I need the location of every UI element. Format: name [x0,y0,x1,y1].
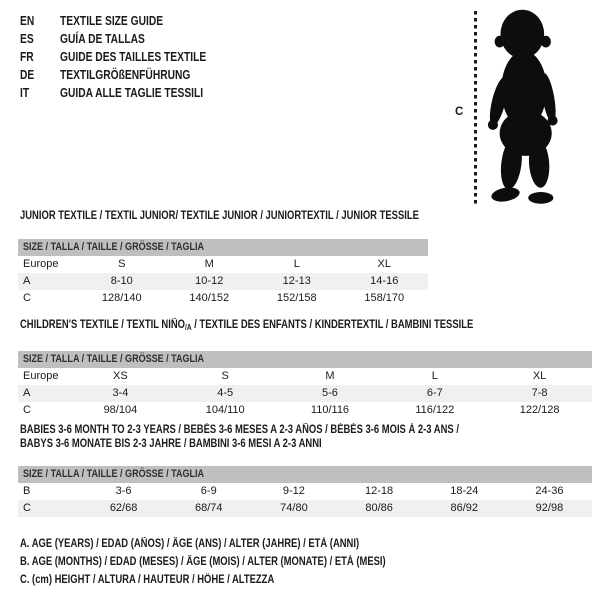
toddler-figure [452,6,584,212]
junior-textile-section [18,209,428,307]
measure-legend [20,535,466,589]
legend-line-c: C. (cm) HEIGHT / ALTURA / HAUTEUR / HÖHE / ALTEZZA [20,574,275,586]
table-cell: M [325,370,335,382]
row-label: Europe [23,370,59,382]
table-cell: 110/116 [310,404,350,416]
language-row [20,66,238,84]
table-cell: 6-7 [426,387,443,399]
table-cell: 116/122 [415,404,455,416]
size-header-bar: SIZE / TALLA / TAILLE / GRÖSSE / TAGLIA [18,351,592,368]
table-row [18,402,592,419]
children-textile-section [18,318,592,419]
table-cell: 122/128 [519,404,560,416]
table-row [18,256,428,273]
table-cell: 24-36 [535,485,564,497]
babies-size-table [18,466,592,517]
section-title-line2: BABYS 3-6 MONATE BIS 2-3 JAHRE / BAMBINI 3-6 MESI A 2-3 ANNI [20,438,322,450]
row-label: Europe [23,258,59,270]
section-title: JUNIOR TEXTILE / TEXTIL JUNIOR/ TEXTILE JUNIOR / JUNIORTEXTIL / JUNIOR TESSILE [20,210,419,222]
table-cell: 68/74 [194,502,223,514]
table-cell: M [204,258,214,270]
row-label: A [23,275,31,287]
row-label: C [23,502,31,514]
table-cell: 9-12 [282,485,305,497]
table-cell: 7-8 [531,387,548,399]
table-cell: 10-12 [195,275,224,287]
table-cell: 98/104 [103,404,138,416]
table-cell: 5-6 [322,387,338,399]
table-cell: 86/92 [450,502,479,514]
language-code: IT [20,86,30,100]
table-row [18,273,428,290]
row-label: C [23,404,31,416]
height-measure-label: C [455,106,464,118]
table-cell: 3-6 [115,485,132,497]
table-cell: 12-18 [365,485,394,497]
table-cell: 4-5 [217,387,234,399]
table-row [18,500,592,517]
table-cell: 12-13 [282,275,311,287]
language-row [20,12,238,30]
table-cell: 140/152 [189,292,230,304]
toddler-silhouette-icon [482,6,566,210]
row-label: C [23,292,31,304]
subscript-text: /A [185,323,192,332]
language-title: TEXTILGRÖßENFÜHRUNG [60,68,191,82]
table-cell: 8-10 [110,275,133,287]
language-code: ES [20,32,34,46]
babies-textile-section [18,423,592,517]
table-cell: L [431,370,438,382]
table-cell: 74/80 [280,502,308,514]
table-cell: 152/158 [276,292,317,304]
height-measure-dashed-line [474,11,477,207]
table-row [18,385,592,402]
table-cell: S [118,258,126,270]
table-row [18,290,428,307]
language-title-list [20,12,238,102]
size-header-bar: SIZE / TALLA / TAILLE / GRÖSSE / TAGLIA [18,239,428,256]
language-title: TEXTILE SIZE GUIDE [60,14,164,28]
table-cell: XL [532,370,547,382]
section-title: BABIES 3-6 MONTH TO 2-3 YEARS / BEBÉS 3-6 MESES A 2-3 AÑOS / BÉBÉS 3-6 MOIS À 2-3 ANS / [20,424,459,436]
row-label: A [23,387,31,399]
table-cell: 14-16 [370,275,399,287]
language-title: GUIDE DES TAILLES TEXTILE [60,50,207,64]
table-cell: 128/140 [101,292,142,304]
language-row [20,84,238,102]
table-cell: 104/110 [205,404,245,416]
table-row [18,368,592,385]
language-code: EN [20,14,35,28]
size-header-bar: SIZE / TALLA / TAILLE / GRÖSSE / TAGLIA [18,466,592,483]
row-label: B [23,485,31,497]
language-title: GUÍA DE TALLAS [60,32,145,46]
table-cell: 3-4 [112,387,129,399]
table-cell: S [221,370,229,382]
table-cell: 6-9 [200,485,217,497]
legend-line-b: B. AGE (MONTHS) / EDAD (MESES) / ÂGE (MOIS) / ALTER (MONATE) / ETÀ (MESI) [20,556,386,568]
language-code: FR [20,50,34,64]
table-row [18,483,592,500]
legend-line-a: A. AGE (YEARS) / EDAD (AÑOS) / ÂGE (ANS) / ALTER (JAHRE) / ETÀ (ANNI) [20,538,360,550]
language-title: GUIDA ALLE TAGLIE TESSILI [60,86,204,100]
language-row [20,30,238,48]
table-cell: 62/68 [109,502,138,514]
table-cell: 80/86 [365,502,393,514]
language-row [20,48,238,66]
table-cell: XL [377,258,391,270]
table-cell: L [293,258,300,270]
section-title: CHILDREN'S TEXTILE / TEXTIL $NIÑO_{/A}$ / TEXTILE DES ENFANTS / KINDERTEXTIL / BAMBINI TESSILE [20,319,474,332]
table-cell: 158/170 [364,292,405,304]
children-size-table [18,351,592,419]
language-code: DE [20,68,35,82]
table-cell: 92/98 [535,502,564,514]
table-cell: XS [113,370,128,382]
table-cell: 18-24 [450,485,479,497]
junior-size-table [18,239,428,307]
